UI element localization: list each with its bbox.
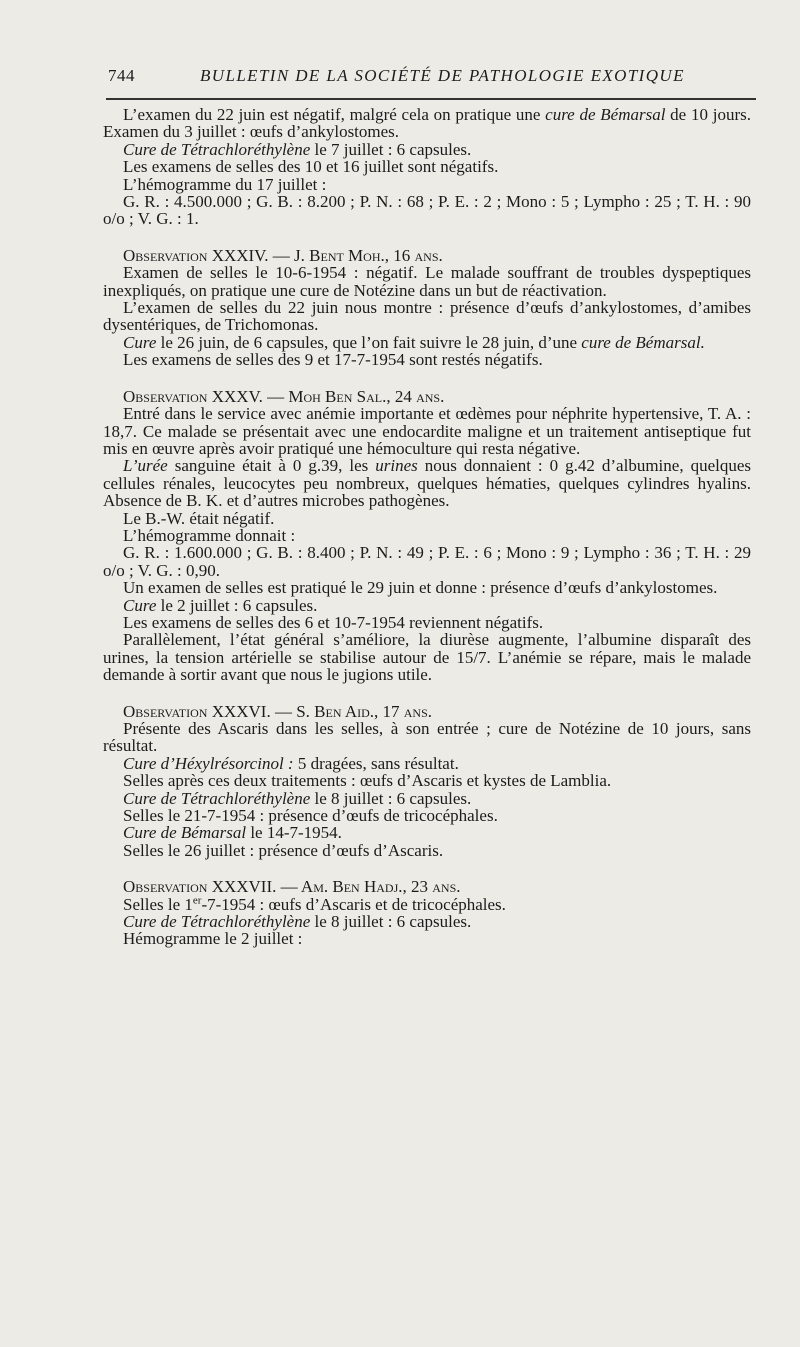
page-number: 744 [108,66,135,85]
body-text [103,106,751,948]
paragraph: Les examens de selles des 10 et 16 juillet sont négatifs. [123,157,499,177]
observation-label: Observation XXXVII. [123,877,277,897]
paragraph: L’urée sanguine était à 0 g.39, les urines nous donnaient : 0 g.42 d’albumine, quelques cellules rénales, leucocytes peu nombreux, quelques hématies, quelques cylindres hyalins. Absence de B. K. et d’autres microbes pathogènes. [103,456,751,511]
paragraph: Cure de Tétrachloréthylène le 8 juillet : 6 capsules. [123,912,472,932]
paragraph: Selles le 1er-7-1954 : œufs d’Ascaris et de tricocéphales. [123,894,506,914]
observation-patient: — Am. Ben Hadj., 23 ans. [276,877,461,897]
observation-label: Observation XXXIV. [123,245,269,265]
observation-patient: — J. Bent Moh., 16 ans. [268,245,443,265]
paragraph: Cure de Tétrachloréthylène le 7 juillet : 6 capsules. [123,139,472,159]
paragraph: L’hémogramme du 17 juillet : [123,174,327,194]
observation-patient: — S. Ben Aid., 17 ans. [270,701,433,721]
paragraph: Entré dans le service avec anémie importante et œdèmes pour néphrite hypertensive, T. A. : 18,7. Ce malade se présentait avec une endocardite maligne et un traitement antiseptique fut mis en œuvre après avoir pratiqué une hémoculture qui resta négative. [103,404,751,458]
paragraph: Selles le 21-7-1954 : présence d’œufs de tricocéphales. [123,806,498,826]
running-title: BULLETIN DE LA SOCIÉTÉ DE PATHOLOGIE EXOTIQUE [200,66,685,85]
paragraph: Le B.-W. était négatif. [123,508,275,528]
paragraph: Parallèlement, l’état général s’améliore, la diurèse augmente, l’albumine disparaît des urines, la tension artérielle se stabilise autour de 15/7. L’anémie se répare, mais le malade demande à sortir avant que nous le jugions utile. [103,630,751,685]
observation-heading [103,388,751,405]
paragraph: L’examen de selles du 22 juin nous montre : présence d’œufs d’ankylostomes, d’amibes dysentériques, de Trichomonas. [103,298,751,335]
paragraph: G. R. : 4.500.000 ; G. B. : 8.200 ; P. N. : 68 ; P. E. : 2 ; Mono : 5 ; Lympho : 25 ; T. H. : 90 o/o ; V. G. : 1. [103,192,751,229]
paragraph: G. R. : 1.600.000 ; G. B. : 8.400 ; P. N. : 49 ; P. E. : 6 ; Mono : 9 ; Lympho : 36 ; T. H. : 29 o/o ; V. G. : 0,90. [103,543,751,580]
paragraph: Les examens de selles des 9 et 17-7-1954 sont restés négatifs. [123,350,543,370]
observation-label: Observation XXXVI. [123,701,271,721]
paragraph: Cure d’Héxylrésorcinol : 5 dragées, sans résultat. [123,753,459,773]
paragraph: Cure le 26 juin, de 6 capsules, que l’on fait suivre le 28 juin, d’une cure de Bémarsal. [123,332,705,352]
observation-heading [103,247,751,264]
paragraph: Hémogramme le 2 juillet : [123,929,303,949]
paragraph: Cure de Tétrachloréthylène le 8 juillet : 6 capsules. [123,788,472,808]
paragraph: L’examen du 22 juin est négatif, malgré cela on pratique une cure de Bémarsal de 10 jours. Examen du 3 juillet : œufs d’ankylostomes. [103,105,751,142]
paragraph: Un examen de selles est pratiqué le 29 juin et donne : présence d’œufs d’ankylostomes. [123,578,718,598]
header-rule [106,98,756,100]
paragraph: Les examens de selles des 6 et 10-7-1954 reviennent négatifs. [123,612,544,632]
observation-patient: — Moh Ben Sal., 24 ans. [262,386,445,406]
paragraph: Selles le 26 juillet : présence d’œufs d’Ascaris. [123,840,444,860]
observation-label: Observation XXXV. [123,386,263,406]
paragraph: Selles après ces deux traitements : œufs d’Ascaris et kystes de Lamblia. [123,771,612,791]
paragraph: Examen de selles le 10-6-1954 : négatif. Le malade souffrant de troubles dyspeptiques inexpliqués, on pratique une cure de Notézine dans un but de réactivation. [103,263,751,300]
paragraph: L’hémogramme donnait : [123,525,296,545]
paragraph: Cure le 2 juillet : 6 capsules. [123,595,318,615]
observation-heading [103,703,751,720]
paragraph: Cure de Bémarsal le 14-7-1954. [123,823,342,843]
paragraph: Présente des Ascaris dans les selles, à son entrée ; cure de Notézine de 10 jours, sans résultat. [103,719,751,756]
